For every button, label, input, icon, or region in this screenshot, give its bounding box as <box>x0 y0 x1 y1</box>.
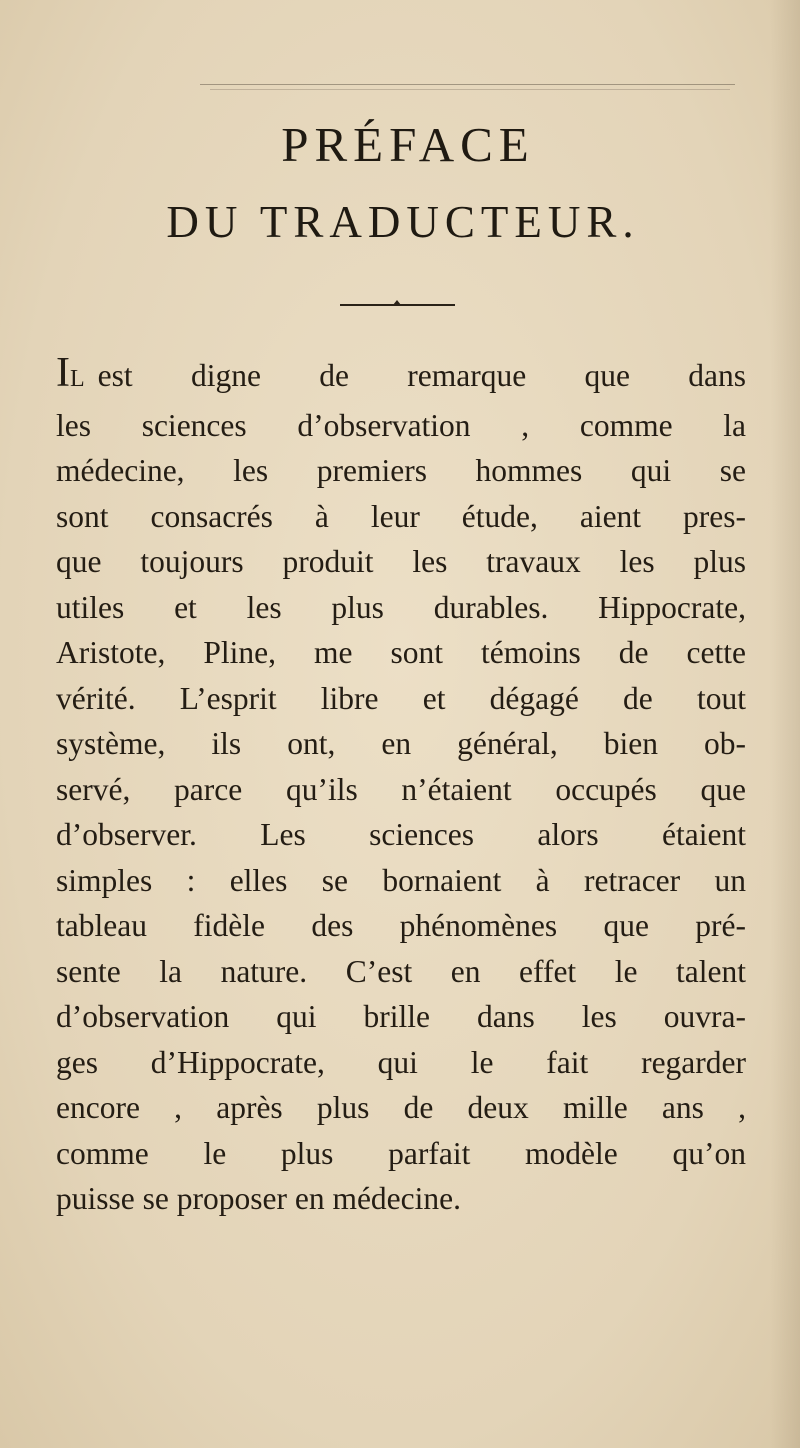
top-rule <box>200 84 735 85</box>
paragraph-line: tableau fidèle des phénomènes que pré- <box>56 908 746 943</box>
drop-capital: I <box>56 350 70 396</box>
preface-paragraph <box>56 352 746 1222</box>
ornament-divider <box>335 298 460 308</box>
page-subtitle: DU TRADUCTEUR. <box>166 197 640 247</box>
paragraph-line-last: puisse se proposer en médecine. <box>56 1181 461 1216</box>
paragraph-line: simples : elles se bornaient à retracer un <box>56 862 746 898</box>
paragraph-line: sont consacrés à leur étude, aient pres- <box>56 498 746 534</box>
paragraph-line: d’observation qui brille dans les ouvra- <box>56 999 746 1034</box>
page-title: PRÉFACE <box>281 117 535 172</box>
paragraph-line-1 <box>56 352 746 403</box>
paragraph-line: les sciences d’observation , comme la <box>56 407 746 443</box>
paragraph-line: utiles et les plus durables. Hippocrate, <box>56 589 746 625</box>
page-edge-shadow <box>770 0 800 1448</box>
paragraph-line: encore , après plus de deux mille ans , <box>56 1090 746 1125</box>
paragraph-line: Aristote, Pline, me sont témoins de cette <box>56 635 746 670</box>
paragraph-line: ges d’Hippocrate, qui le fait regarder <box>56 1044 746 1080</box>
paragraph-line: d’observer. Les sciences alors étaient <box>56 817 746 852</box>
paragraph-line: comme le plus parfait modèle qu’on <box>56 1135 746 1171</box>
paragraph-line: système, ils ont, en général, bien ob- <box>56 726 746 761</box>
paragraph-line: vérité. L’esprit libre et dégagé de tout <box>56 680 746 716</box>
paragraph-line: sente la nature. C’est en effet le talent <box>56 953 746 989</box>
paragraph-line: médecine, les premiers hommes qui se <box>56 453 746 488</box>
top-rule-secondary <box>210 89 730 90</box>
small-capital: L <box>70 366 86 392</box>
paragraph-line: servé, parce qu’ils n’étaient occupés que <box>56 771 746 807</box>
paragraph-line: que toujours produit les travaux les plus <box>56 544 746 579</box>
line-text: est digne de remarque que dans <box>97 358 746 393</box>
